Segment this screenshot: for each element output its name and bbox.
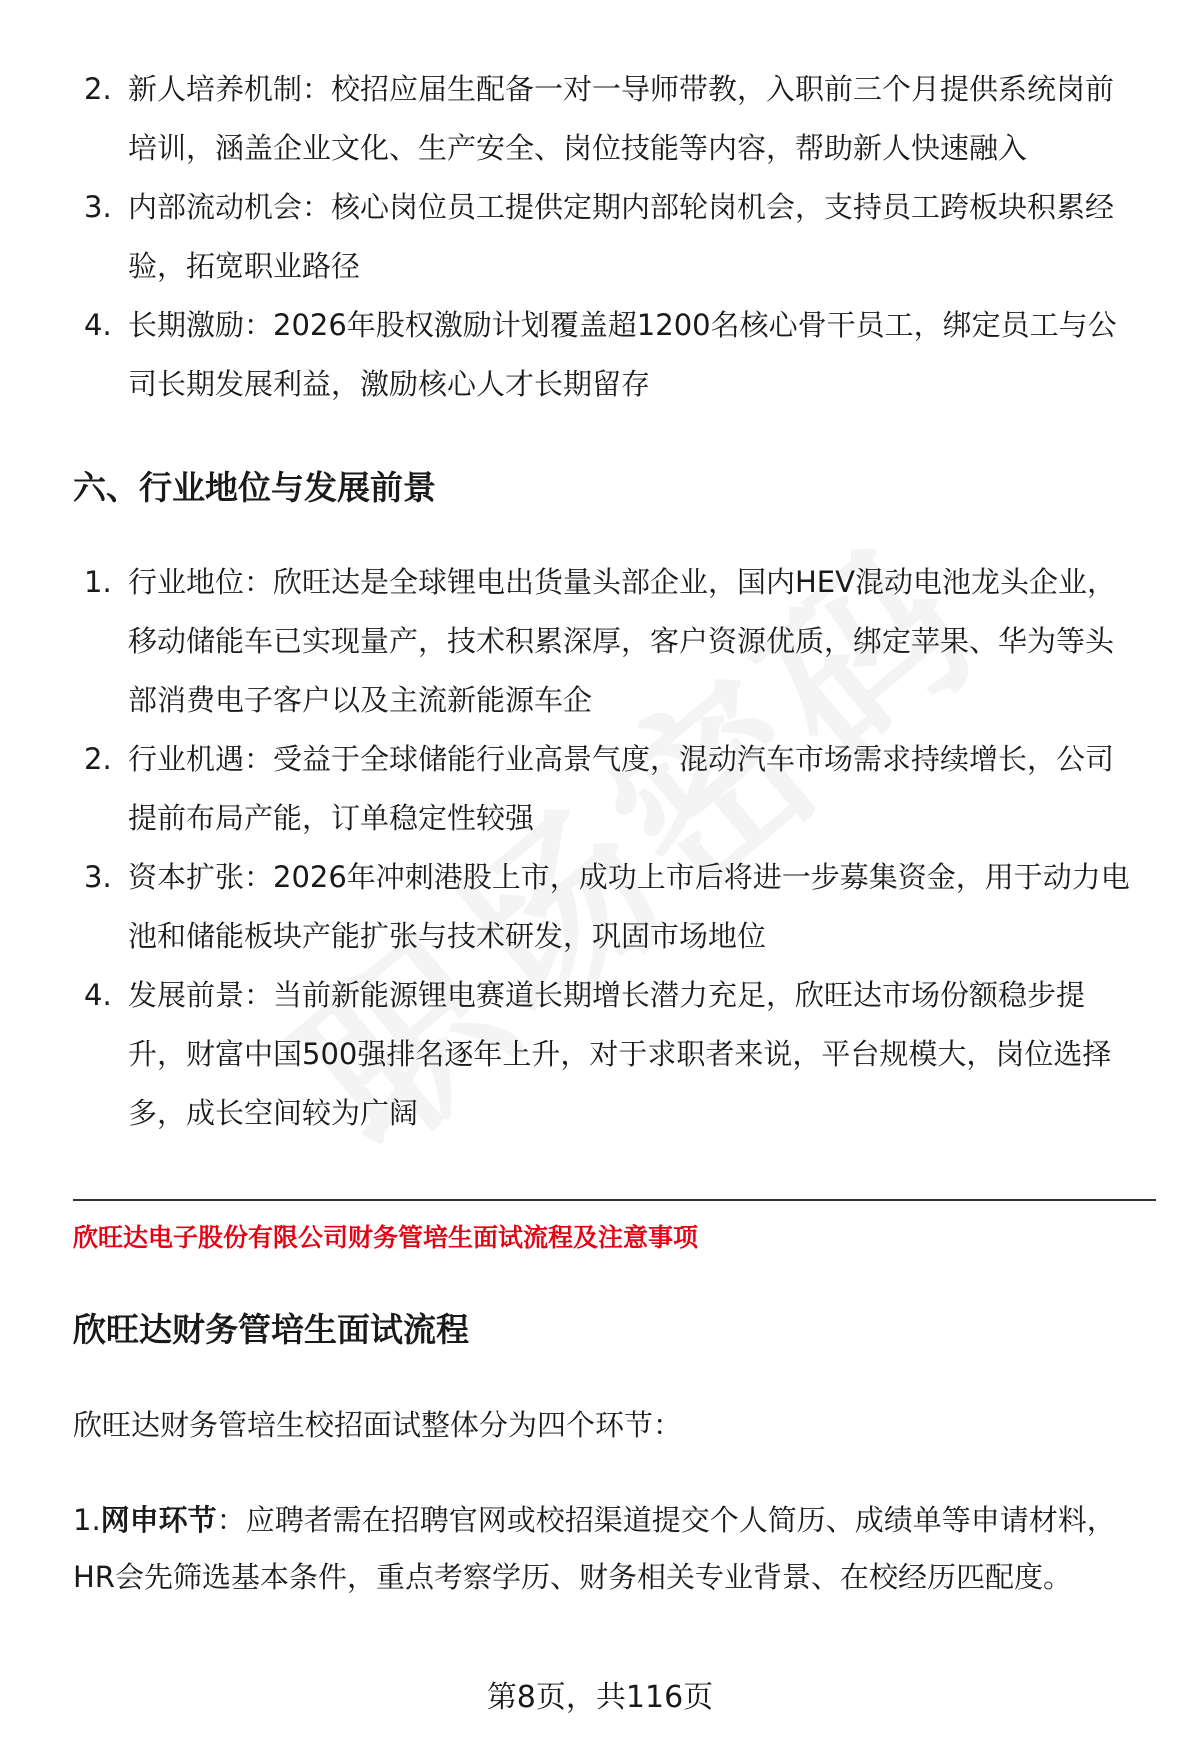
list-item-number: 2. xyxy=(84,72,112,106)
list-item-text: 发展前景：当前新能源锂电赛道长期增长潜力充足，欣旺达市场份额稳步提升，财富中国500强排名逐年上升，对于求职者来说，平台规模大，岗位选择多，成长空间较为广阔 xyxy=(128,978,1112,1130)
list-item xyxy=(0,730,1200,848)
list-item-number: 3. xyxy=(84,860,112,894)
list-item-text: 行业地位：欣旺达是全球锂电出货量头部企业，国内HEV混动电池龙头企业，移动储能车已实现量产，技术积累深厚，客户资源优质，绑定苹果、华为等头部消费电子客户以及主流新能源车企 xyxy=(128,565,1116,717)
list-item-text: 新人培养机制：校招应届生配备一对一导师带教，入职前三个月提供系统岗前培训，涵盖企业文化、生产安全、岗位技能等内容，帮助新人快速融入 xyxy=(128,72,1115,165)
intro-paragraph: 欣旺达财务管培生校招面试整体分为四个环节： xyxy=(73,1408,683,1442)
list-item xyxy=(0,60,1200,178)
list-item-number: 4. xyxy=(84,978,112,1012)
list-item xyxy=(0,848,1200,966)
list-item-text: 长期激励：2026年股权激励计划覆盖超1200名核心骨干员工，绑定员工与公司长期发展利益，激励核心人才长期留存 xyxy=(128,308,1117,401)
finance-heading: 欣旺达财务管培生面试流程 xyxy=(73,1310,469,1349)
step-1-text: ：应聘者需在招聘官网或校招渠道提交个人简历、成绩单等申请材料，HR会先筛选基本条件，重点考察学历、财务相关专业背景、在校经历匹配度。 xyxy=(73,1503,1116,1594)
list-item-number: 1. xyxy=(84,565,112,599)
list-item-text: 资本扩张：2026年冲刺港股上市，成功上市后将进一步募集资金，用于动力电池和储能板块产能扩张与技术研发，巩固市场地位 xyxy=(128,860,1130,953)
page-footer: 第8页，共116页 xyxy=(486,1680,714,1715)
red-title: 欣旺达电子股份有限公司财务管培生面试流程及注意事项 xyxy=(73,1223,699,1252)
industry-list xyxy=(0,553,1200,1143)
step-1-paragraph xyxy=(73,1492,1133,1606)
step-1-number: 1. xyxy=(73,1503,101,1537)
section-heading: 六、行业地位与发展前景 xyxy=(73,468,436,507)
list-item xyxy=(0,296,1200,414)
list-item-text: 行业机遇：受益于全球储能行业高景气度，混动汽车市场需求持续增长，公司提前布局产能，订单稳定性较强 xyxy=(128,742,1115,835)
benefits-list xyxy=(0,60,1200,414)
list-item-text: 内部流动机会：核心岗位员工提供定期内部轮岗机会，支持员工跨板块积累经验，拓宽职业路径 xyxy=(128,190,1115,283)
list-item-number: 4. xyxy=(84,308,112,342)
divider xyxy=(73,1199,1156,1201)
list-item xyxy=(0,553,1200,730)
list-item-number: 2. xyxy=(84,742,112,776)
list-item xyxy=(0,178,1200,296)
step-1-title: 网申环节 xyxy=(100,1503,217,1537)
list-item-number: 3. xyxy=(84,190,112,224)
list-item xyxy=(0,966,1200,1143)
